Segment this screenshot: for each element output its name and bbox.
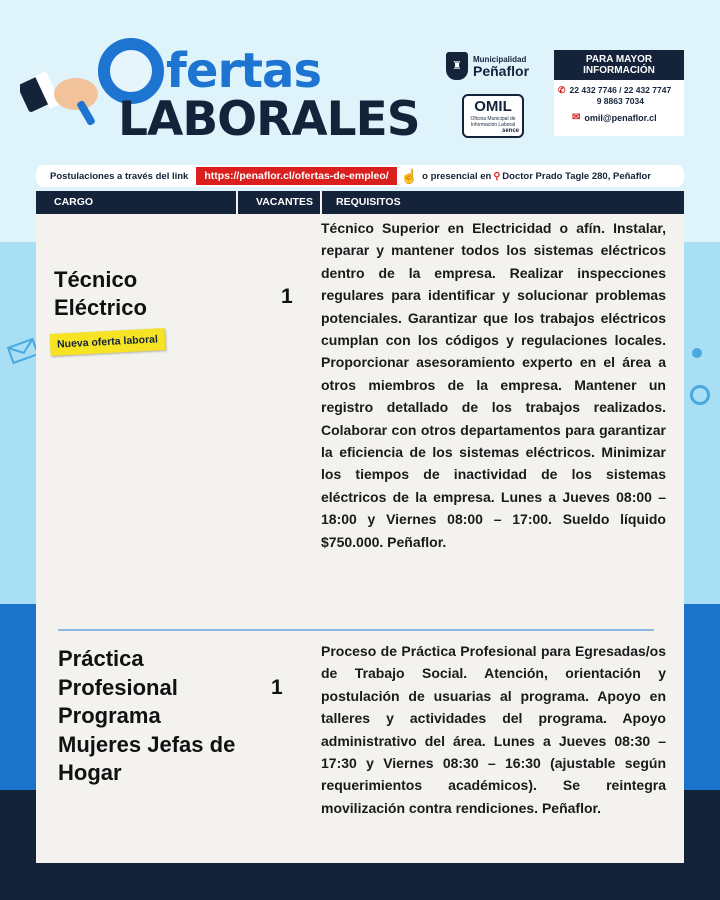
- municipality-label: Municipalidad: [473, 54, 527, 64]
- shield-icon: ♜: [446, 52, 468, 80]
- envelope-deco-icon: [6, 334, 40, 368]
- new-offer-badge: Nueva oferta laboral: [50, 328, 166, 356]
- header-cargo: CARGO: [36, 191, 238, 214]
- vacancy-count: 1: [271, 676, 283, 699]
- job-requirements: Técnico Superior en Electricidad o afín. Instalar, reparar y mantener todos los sistemas eléctricos dentro de la empresa. Realizar inspecciones regulares para identificar y solucionar problemas potenciales. Garantizar que los trabajos eléctricos cumplan con los códigos y regulaciones locales. Proporcionar asesoramiento experto en el área a otros miembros de la empresa. Mantener un registro detallado de los trabajos realizados. Colaborar con otros departamentos para garantizar la eficiencia de los sistemas eléctricos. Minimizar los tiempos de inactividad de los sistemas eléctricos de la empresa. Lunes a Jueves 08:00 – 18:00 y Viernes 08:00 – 17:00. Sueldo líquido $750.000. Peñaflor.: [321, 220, 666, 550]
- link-label: Postulaciones a través del link: [50, 170, 189, 182]
- job-requirements: Proceso de Práctica Profesional para Egresadas/os de Trabajo Social. Atención, orientación y postulación de usuarias al programa. Apoyo en talleres y actividades del programa. Apoyo administrativo del área. Lunes a Jueves 08:30 – 17:30 y Viernes 08:30 – 16:30 (ajustable según requerimientos académicos). Se reintegra movilización contra rendiciones. Peñaflor.: [321, 643, 666, 816]
- contact-box: [554, 50, 684, 136]
- row-divider: [58, 629, 654, 631]
- mail-icon: ✉: [572, 112, 581, 123]
- decor-circle: [690, 385, 710, 405]
- location-pin-icon: ⚲: [493, 170, 501, 182]
- vacancy-count: 1: [281, 285, 293, 308]
- title-word-rest: fertas: [166, 43, 322, 99]
- job-title: Práctica Profesional Programa Mujeres Jefas de Hogar: [58, 646, 236, 785]
- header-requisitos: REQUISITOS: [336, 196, 401, 208]
- job-title: Técnico Eléctrico: [54, 267, 147, 320]
- contact-heading: PARA MAYOR INFORMACIÓN: [554, 50, 684, 80]
- cursor-icon: ☝: [400, 167, 419, 184]
- sence-logo: sence: [501, 128, 519, 134]
- job-offers-table: [36, 191, 684, 863]
- application-link[interactable]: https://penaflor.cl/ofertas-de-empleo/: [196, 167, 396, 185]
- application-link-bar: [36, 165, 684, 187]
- municipality-logo: [446, 52, 529, 80]
- omil-logo: [462, 94, 524, 138]
- office-address: Doctor Prado Tagle 280, Peñaflor: [502, 170, 651, 182]
- contact-email[interactable]: omil@penaflor.cl: [584, 112, 657, 123]
- header-vacantes: VACANTES: [238, 191, 322, 214]
- municipality-name: Peñaflor: [473, 62, 530, 79]
- table-header: [36, 191, 684, 214]
- decor-dot: [692, 348, 702, 358]
- phone-line-2[interactable]: 9 8863 7034: [596, 96, 644, 106]
- phone-icon: ✆: [558, 85, 566, 95]
- title-laborales: LABORALES: [118, 92, 420, 147]
- phone-line-1[interactable]: 22 432 7746 / 22 432 7747: [569, 85, 672, 95]
- omil-title: OMIL: [474, 98, 512, 115]
- link-or-text: o presencial en: [422, 170, 492, 182]
- omil-subtitle: Oficina Municipal de Información Laboral: [470, 116, 516, 128]
